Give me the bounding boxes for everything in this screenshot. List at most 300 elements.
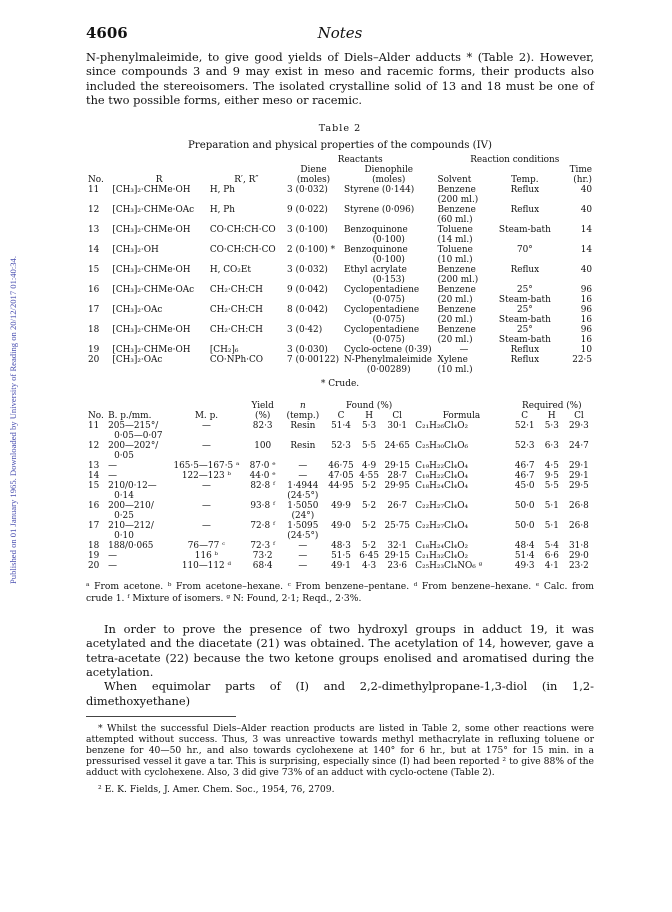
cell-bp-value: — <box>108 461 117 472</box>
header-dienophile: Dienophile <box>364 165 414 176</box>
footnote-star: * Whilst the successful Diels–Alder reaction products are listed in Table 2, some other reactions were attempted without success. Thus, 3 was unreactive towards methyl methacrylate in refluxing toluene or benzene for 40—50 hr., and also towards cyclohexene at 140° for 6 hr., but at 175° for 15 min. in a pressurised vessel it gave a tar. This is surprising, especially since (I) had been reported ² to give 88% of the adduct with cyclohexene. Also, 3 did give 73% of an adduct with cyclo-octene (Table 2). <box>86 722 594 778</box>
footnote-reference: ² E. K. Fields, J. Amer. Chem. Soc., 1954, 76, 2709. <box>98 783 335 795</box>
cell-required-cl: 29·1 <box>569 471 589 482</box>
cell-dienophile <box>342 285 436 305</box>
cell-refractive-index <box>281 441 325 461</box>
header-yield-units: (%) <box>255 411 271 422</box>
cell-required-cl: 24·7 <box>569 441 589 452</box>
cell-found-c: 46·75 <box>328 461 354 472</box>
header-temp: Temp. <box>511 175 539 186</box>
download-watermark-text: Published on 01 January 1965. Downloaded by University of Reading on 20/12/2017 01:40:34. <box>8 256 18 584</box>
cell-solvent <box>436 325 493 345</box>
body-paragraph: When equimolar parts of (I) and 2,2-dimethylpropane-1,3-diol (in 1,2-dimethoxyethane) <box>86 679 594 708</box>
cell-found-c: 47·05 <box>328 471 354 482</box>
cell-solvent <box>436 205 493 225</box>
table-row <box>86 355 594 375</box>
table-row <box>86 561 594 571</box>
cell-mp: — <box>202 441 211 452</box>
table-header-row <box>86 165 594 175</box>
cell-solvent <box>436 345 493 355</box>
cell-rr: CO·CH:CH·CO <box>209 245 276 256</box>
cell-dienophile-name: Cyclopentadiene <box>343 325 420 336</box>
cell-yield: 72·3 ᶠ <box>250 541 275 552</box>
table-header-row <box>86 175 594 185</box>
cell-formula: C₂₅H₂₃Cl₄NO₆ ᵍ <box>415 561 483 572</box>
cell-found-c: 49·1 <box>331 561 351 572</box>
cell-no: 14 <box>88 471 100 482</box>
cell-temp <box>492 245 557 265</box>
cell-solvent-volume: (200 ml.) <box>437 195 479 206</box>
cell-dienophile-moles: (0·100) <box>372 255 405 266</box>
cell-temp-value: 25° <box>516 285 533 296</box>
table-notes: ᵃ From acetone. ᵇ From acetone–hexane. ᶜ From benzene–pentane. ᵈ From benzene–hexane. ᵉ Calc. from crude 1. ᶠ Mixture of isomers. ᵍ N: Found, 2·1; Reqd., 2·3%. <box>86 581 594 604</box>
cell-yield: 68·4 <box>252 561 273 572</box>
cell-required-h: 5·1 <box>544 501 559 512</box>
cell-diene: 7 (0·00122) <box>287 355 340 366</box>
cell-solvent-volume: (10 ml.) <box>437 255 473 266</box>
cell-found-cl: 23·6 <box>387 561 408 572</box>
cell-temp-second: Steam-bath <box>498 335 551 346</box>
cell-required-h: 9·5 <box>544 471 559 482</box>
table-row <box>86 521 594 541</box>
cell-solvent-volume: (60 ml.) <box>437 215 473 226</box>
header-found-c: C <box>337 411 345 422</box>
cell-solvent-name: Benzene <box>437 305 476 316</box>
cell-refractive-index <box>281 501 325 521</box>
cell-required-h: 6·3 <box>544 441 559 452</box>
cell-solvent <box>436 305 493 325</box>
cell-found-h: 4·3 <box>362 561 377 572</box>
cell-temp-value: Steam-bath <box>498 225 551 236</box>
cell-time <box>557 265 594 285</box>
cell-found-cl: 29·15 <box>384 461 410 472</box>
cell-required-h: 5·1 <box>544 521 559 532</box>
cell-dienophile-moles: (0·075) <box>372 335 405 346</box>
cell-solvent-name: Toluene <box>437 245 473 256</box>
cell-diene: 9 (0·042) <box>287 285 328 296</box>
cell-found-cl: 26·7 <box>387 501 408 512</box>
cell-r: [CH₃]₂·CHMe·OH <box>112 325 191 336</box>
cell-dienophile <box>342 305 436 325</box>
cell-found-h: 5·2 <box>362 481 377 492</box>
cell-bp-value: 210/0·12— <box>108 481 157 492</box>
cell-yield: 73·2 <box>252 551 273 562</box>
cell-found-c: 49·9 <box>331 501 351 512</box>
cell-refractive-index <box>281 521 325 541</box>
cell-found-c: 48·3 <box>331 541 351 552</box>
cell-required-c: 46·7 <box>514 471 535 482</box>
cell-n-value: Resin <box>290 441 316 452</box>
cell-time-second: 16 <box>580 315 592 326</box>
cell-found-cl: 29·95 <box>384 481 410 492</box>
cell-required-c: 52·1 <box>514 421 535 432</box>
header-refractive-temp: (temp.) <box>286 411 320 422</box>
header-required-c: C <box>521 411 529 422</box>
header-no: No. <box>88 175 104 186</box>
cell-bp-value: — <box>108 551 117 562</box>
cell-bp-pressure: 0·05 <box>114 451 134 462</box>
cell-temp-value: 25° <box>516 305 533 316</box>
cell-bp <box>106 441 168 461</box>
header-formula: Formula <box>442 411 481 422</box>
cell-time-value: 22·5 <box>572 355 592 366</box>
cell-dienophile <box>342 245 436 265</box>
cell-n-value: — <box>298 541 308 552</box>
cell-no: 11 <box>88 421 100 432</box>
cell-solvent-volume: (20 ml.) <box>437 315 473 326</box>
header-required-h: H <box>547 411 556 422</box>
cell-dienophile <box>342 265 436 285</box>
cell-rr: CH₂·CH:CH <box>209 325 263 336</box>
cell-dienophile-name: N-Phenylmaleimide <box>343 355 433 366</box>
cell-time-value: 14 <box>580 225 592 236</box>
cell-no: 19 <box>88 345 100 356</box>
cell-dienophile-name: Benzoquinone <box>343 225 408 236</box>
cell-n-value: — <box>298 561 308 572</box>
cell-time-second: 16 <box>580 295 592 306</box>
cell-time <box>557 245 594 265</box>
cell-required-cl: 29·5 <box>569 481 589 492</box>
cell-found-cl: 29·15 <box>384 551 410 562</box>
cell-temp <box>492 205 557 225</box>
cell-diene: 3 (0·100) <box>287 225 328 236</box>
cell-no: 17 <box>88 305 100 316</box>
cell-solvent-name: Toluene <box>437 225 473 236</box>
cell-formula: C₂₂H₂₇Cl₄O₄ <box>415 501 469 512</box>
cell-temp <box>492 305 557 325</box>
cell-r: [CH₃]₂·OH <box>112 245 159 256</box>
table-header-group-row <box>86 155 594 165</box>
cell-solvent-volume: (20 ml.) <box>437 295 473 306</box>
cell-yield: 82·3 <box>252 421 273 432</box>
cell-mp: — <box>202 521 211 532</box>
cell-temp-value: 25° <box>516 325 533 336</box>
cell-solvent <box>436 355 493 375</box>
cell-found-c: 51·4 <box>331 421 351 432</box>
cell-solvent-name: Benzene <box>437 285 476 296</box>
cell-time <box>557 345 594 355</box>
cell-bp-pressure: 0·05—0·07 <box>114 431 163 442</box>
cell-yield: 93·8 ᶠ <box>250 501 275 512</box>
cell-no: 20 <box>88 355 100 366</box>
cell-solvent-volume: (20 ml.) <box>437 335 473 346</box>
cell-time-second: 16 <box>580 335 592 346</box>
cell-found-h: 5·2 <box>362 521 377 532</box>
cell-formula: C₂₁H₃₂Cl₄O₂ <box>415 551 469 562</box>
cell-solvent <box>436 285 493 305</box>
cell-yield: 72·8 ᶠ <box>250 521 275 532</box>
cell-formula: C₂₂H₂₇Cl₄O₄ <box>415 521 469 532</box>
cell-mp: — <box>202 501 211 512</box>
table-row <box>86 285 594 305</box>
cell-mp: 122—123 ᵇ <box>181 471 232 482</box>
cell-n-value: — <box>298 551 308 562</box>
header-solvent: Solvent <box>437 175 472 186</box>
cell-found-cl: 28·7 <box>387 471 408 482</box>
cell-rr: CH₂·CH:CH <box>209 285 263 296</box>
cell-bp <box>106 461 168 471</box>
cell-diene: 3 (0·032) <box>287 185 328 196</box>
table-row <box>86 265 594 285</box>
table-row <box>86 501 594 521</box>
cell-bp <box>106 421 168 441</box>
table-caption: Table 2 <box>318 123 362 135</box>
cell-mp: — <box>202 421 211 432</box>
cell-refractive-index <box>281 421 325 441</box>
cell-time <box>557 305 594 325</box>
cell-time <box>557 325 594 345</box>
cell-formula: C₁₉H₂₂Cl₄O₄ <box>415 461 469 472</box>
header-refractive-index: n <box>299 401 306 412</box>
cell-dienophile <box>342 325 436 345</box>
cell-time-value: 40 <box>580 265 592 276</box>
cell-solvent-name: Benzene <box>437 185 476 196</box>
cell-no: 18 <box>88 325 100 336</box>
cell-time <box>557 285 594 305</box>
cell-diene: 3 (0·42) <box>287 325 323 336</box>
header-reactants: Reactants <box>337 155 383 166</box>
download-watermark <box>2 150 24 690</box>
table-subtitle: Preparation and physical properties of the compounds (IV) <box>187 140 493 152</box>
cell-solvent-volume: (10 ml.) <box>437 365 473 376</box>
cell-required-c: 46·7 <box>514 461 535 472</box>
cell-required-h: 4·5 <box>544 461 559 472</box>
cell-n-value: 1·5095 <box>287 521 319 532</box>
cell-required-cl: 29·3 <box>569 421 589 432</box>
cell-time-value: 96 <box>580 285 592 296</box>
cell-rr: CO·NPh·CO <box>209 355 264 366</box>
cell-diene: 3 (0·030) <box>287 345 328 356</box>
cell-found-h: 4·9 <box>362 461 377 472</box>
cell-bp-value: — <box>108 561 117 572</box>
cell-dienophile-moles: (0·100) <box>372 235 405 246</box>
cell-dienophile-name: Cyclopentadiene <box>343 305 420 316</box>
table-reactions <box>86 155 594 375</box>
cell-r: [CH₃]₂·CHMe·OH <box>112 225 191 236</box>
cell-bp-value: 210—212/ <box>108 521 154 532</box>
cell-bp-pressure: 0·10 <box>114 531 134 542</box>
cell-solvent <box>436 225 493 245</box>
cell-solvent-name: Xylene <box>437 355 468 366</box>
cell-time-value: 40 <box>580 205 592 216</box>
cell-bp-pressure: 0·25 <box>114 511 134 522</box>
cell-temp-second: Steam-bath <box>498 295 551 306</box>
cell-mp: — <box>202 481 211 492</box>
cell-dienophile-name: Styrene (0·144) <box>343 185 415 196</box>
header-reaction-conditions: Reaction conditions <box>470 155 560 166</box>
cell-yield: 100 <box>254 441 272 452</box>
cell-dienophile <box>342 185 436 205</box>
cell-temp-value: Reflux <box>510 265 540 276</box>
cell-refractive-index <box>281 481 325 501</box>
cell-found-c: 52·3 <box>331 441 351 452</box>
cell-dienophile <box>342 205 436 225</box>
intro-paragraph: N-phenylmaleimide, to give good yields of Diels–Alder adducts * (Table 2). However, since compounds 3 and 9 may exist in meso and racemic forms, their products also included the stereoisomers. The isolated crystalline solid of 13 and 18 must be one of the two possible forms, either meso or racemic. <box>86 50 594 107</box>
cell-mp: 110—112 ᵈ <box>181 561 232 572</box>
cell-required-cl: 26·8 <box>569 521 589 532</box>
cell-no: 16 <box>88 285 100 296</box>
cell-required-h: 4·1 <box>544 561 559 572</box>
cell-temp <box>492 325 557 345</box>
running-header <box>86 24 594 46</box>
cell-dienophile <box>342 345 436 355</box>
cell-found-cl: 25·75 <box>384 521 410 532</box>
header-found-h: H <box>365 411 373 422</box>
cell-no: 13 <box>88 225 100 236</box>
cell-bp-pressure: 0·14 <box>114 491 134 502</box>
cell-bp <box>106 501 168 521</box>
table-row <box>86 551 594 561</box>
cell-bp-value: 188/0·065 <box>108 541 154 552</box>
cell-n-value: 1·4944 <box>287 481 319 492</box>
cell-bp-value: 205—215°/ <box>108 421 159 432</box>
table-row <box>86 481 594 501</box>
cell-no: 14 <box>88 245 100 256</box>
cell-dienophile-moles: (0·075) <box>372 315 405 326</box>
cell-found-h: 4·55 <box>359 471 379 482</box>
cell-rr: [CH₂]₆ <box>209 345 239 356</box>
cell-required-cl: 23·2 <box>569 561 589 572</box>
cell-time-value: 96 <box>580 325 592 336</box>
cell-solvent-name: — <box>459 345 469 356</box>
cell-refractive-index <box>281 551 325 561</box>
cell-n-value: 1·5050 <box>287 501 319 512</box>
table-row <box>86 185 594 205</box>
cell-required-h: 5·5 <box>544 481 559 492</box>
header-no: No. <box>88 411 104 422</box>
cell-no: 20 <box>88 561 100 572</box>
cell-dienophile-name: Styrene (0·096) <box>343 205 415 216</box>
cell-time <box>557 225 594 245</box>
page-number: 4606 <box>86 24 128 42</box>
cell-bp <box>106 551 168 561</box>
cell-time <box>557 185 594 205</box>
header-time: Time <box>569 165 592 176</box>
cell-found-c: 49·0 <box>331 521 351 532</box>
cell-bp-value: 200—210/ <box>108 501 154 512</box>
table-header-row <box>86 401 594 411</box>
header-required-cl: Cl <box>574 411 584 422</box>
cell-temp-second: Steam-bath <box>498 315 551 326</box>
cell-required-c: 50·0 <box>514 501 535 512</box>
cell-no: 12 <box>88 205 100 216</box>
header-required: Required (%) <box>522 401 582 412</box>
cell-required-cl: 31·8 <box>569 541 589 552</box>
cell-found-cl: 24·65 <box>384 441 410 452</box>
table-row <box>86 541 594 551</box>
cell-r: [CH₃]₂·CHMe·OH <box>112 345 191 356</box>
footnote-rule <box>86 716 236 717</box>
cell-temp-value: 70° <box>516 245 533 256</box>
cell-n-temp: (24·5°) <box>287 491 319 502</box>
header-found-cl: Cl <box>392 411 403 422</box>
cell-solvent-volume: (14 ml.) <box>437 235 473 246</box>
cell-found-h: 5·3 <box>362 421 377 432</box>
cell-temp <box>492 355 557 375</box>
cell-time <box>557 205 594 225</box>
table-row <box>86 471 594 481</box>
cell-no: 15 <box>88 265 100 276</box>
cell-formula: C₂₁H₂₆Cl₄O₂ <box>415 421 469 432</box>
cell-solvent-name: Benzene <box>437 265 476 276</box>
cell-found-cl: 30·1 <box>387 421 408 432</box>
cell-r: [CH₃]₂·CHMe·OH <box>112 185 191 196</box>
cell-mp: 76—77 ᶜ <box>187 541 226 552</box>
cell-dienophile-moles: (0·153) <box>372 275 405 286</box>
table-row <box>86 205 594 225</box>
cell-refractive-index <box>281 541 325 551</box>
cell-found-h: 5·5 <box>362 441 377 452</box>
cell-yield: 87·0 ᵉ <box>249 461 276 472</box>
cell-diene: 9 (0·022) <box>287 205 328 216</box>
cell-bp <box>106 471 168 481</box>
cell-temp-value: Reflux <box>510 355 540 366</box>
cell-n-temp: (24°) <box>291 511 315 522</box>
cell-rr: H, Ph <box>209 185 235 196</box>
cell-n-temp: (24·5°) <box>287 531 319 542</box>
body-paragraph: In order to prove the presence of two hydroxyl groups in adduct 19, it was acetylated and the diacetate (21) was obtained. The acetylation of 14, however, gave a tetra-acetate (22) because the two ketone groups enolised and aromatised during the acetylation. <box>86 622 594 680</box>
cell-r: [CH₃]₂·CHMe·OH <box>112 265 191 276</box>
cell-found-cl: 32·1 <box>387 541 408 552</box>
cell-dienophile-moles: (0·00289) <box>366 365 411 376</box>
cell-required-h: 6·6 <box>544 551 559 562</box>
cell-rr: CH₂·CH:CH <box>209 305 263 316</box>
table-header-row <box>86 411 594 421</box>
cell-no: 11 <box>88 185 100 196</box>
cell-mp: 116 ᵇ <box>194 551 219 562</box>
cell-refractive-index <box>281 561 325 571</box>
cell-solvent <box>436 245 493 265</box>
cell-no: 18 <box>88 541 100 552</box>
cell-required-h: 5·4 <box>544 541 559 552</box>
cell-dienophile-moles: (0·075) <box>372 295 405 306</box>
cell-mp: 165·5—167·5 ᵃ <box>173 461 240 472</box>
cell-required-c: 48·4 <box>514 541 535 552</box>
header-r: R <box>155 175 163 186</box>
cell-time-value: 40 <box>580 185 592 196</box>
cell-no: 15 <box>88 481 100 492</box>
table-row <box>86 305 594 325</box>
table-row <box>86 245 594 265</box>
cell-bp <box>106 481 168 501</box>
header-bp: B. p./mm. <box>108 411 152 422</box>
cell-bp <box>106 521 168 541</box>
cell-found-h: 6·45 <box>359 551 379 562</box>
cell-no: 12 <box>88 441 100 452</box>
cell-temp-value: Reflux <box>510 345 540 356</box>
cell-rr: CO·CH:CH·CO <box>209 225 276 236</box>
cell-required-cl: 29·1 <box>569 461 589 472</box>
cell-r: [CH₃]₂·CHMe·OAc <box>112 205 195 216</box>
cell-bp <box>106 541 168 551</box>
cell-time <box>557 355 594 375</box>
cell-bp-value: — <box>108 471 117 482</box>
cell-r: [CH₃]₂·OAc <box>112 305 163 316</box>
cell-r: [CH₃]₂·OAc <box>112 355 163 366</box>
cell-required-h: 5·3 <box>544 421 559 432</box>
table-row <box>86 325 594 345</box>
cell-dienophile-name: Benzoquinone <box>343 245 408 256</box>
cell-temp <box>492 265 557 285</box>
cell-required-cl: 26·8 <box>569 501 589 512</box>
cell-diene: 3 (0·032) <box>287 265 328 276</box>
cell-required-c: 45·0 <box>514 481 535 492</box>
table-properties <box>86 401 594 571</box>
header-mp: M. p. <box>194 411 219 422</box>
cell-n-value: — <box>298 471 308 482</box>
cell-yield: 82·8 ᶠ <box>250 481 275 492</box>
header-yield: Yield <box>251 401 274 412</box>
